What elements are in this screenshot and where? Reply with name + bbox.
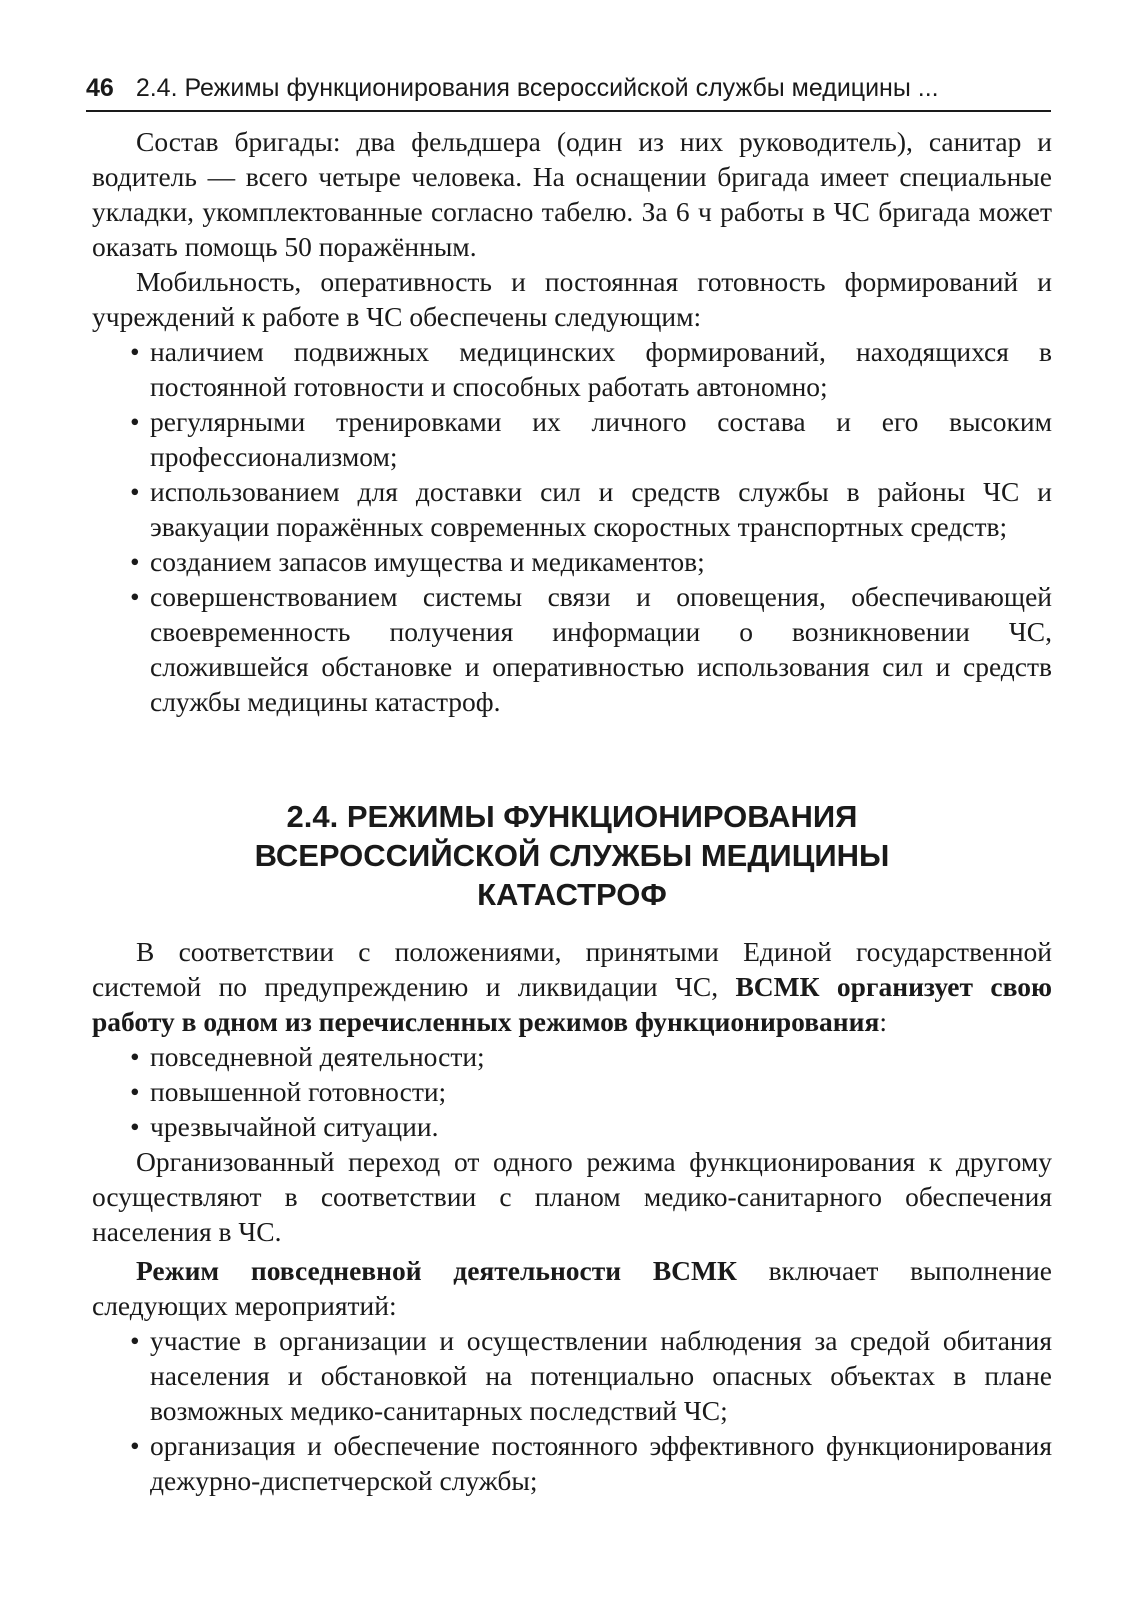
bullet-icon: • xyxy=(130,546,140,577)
list-item-text: регулярными тренировками их личного состава и его высоким профессионализмом; xyxy=(150,406,1052,472)
list-item-text: организация и обеспечение постоянного эффективного функционирования дежурно-диспетчерской службы; xyxy=(150,1430,1052,1496)
list-item xyxy=(130,1074,1052,1109)
list-item-text: повседневной деятельности; xyxy=(150,1041,485,1072)
paragraph-text: включает выполнение следующих мероприятий: xyxy=(92,1255,1052,1321)
list-item xyxy=(130,1323,1052,1428)
bullet-icon: • xyxy=(130,1111,140,1142)
bullet-icon: • xyxy=(130,1041,140,1072)
bullet-icon: • xyxy=(130,336,140,367)
section-heading-line: 2.4. РЕЖИМЫ ФУНКЦИОНИРОВАНИЯ xyxy=(286,799,858,834)
running-header xyxy=(86,70,1051,112)
list-item xyxy=(130,334,1052,404)
paragraph-transition: Организованный переход от одного режима функционирования к другому осуществляют в соответствии с планом медико-санитарного обеспечения населения в ЧС. xyxy=(92,1146,1052,1247)
running-title: 2.4. Режимы функционирования всероссийской службы медицины ... xyxy=(135,74,939,102)
bullet-icon: • xyxy=(130,1430,140,1461)
paragraph-punctuation: : xyxy=(879,1006,888,1037)
list-item xyxy=(130,579,1052,719)
list-item-text: повышенной готовности; xyxy=(150,1076,447,1107)
list-item-text: чрезвычайной ситуации. xyxy=(150,1111,439,1142)
paragraph-modes-intro xyxy=(92,934,1052,1039)
bullet-icon: • xyxy=(130,1076,140,1107)
list-item-text: созданием запасов имущества и медикаментов; xyxy=(150,546,705,577)
list-item-text: использованием для доставки сил и средств службы в районы ЧС и эвакуации поражённых современных скоростных транспортных средств; xyxy=(150,476,1052,542)
modes-list xyxy=(130,1039,1052,1144)
list-item xyxy=(130,544,1052,579)
paragraph-bold-text: Режим повседневной деятельности ВСМК xyxy=(136,1255,737,1286)
paragraph-text: В соответствии с положениями, принятыми Единой государственной системой по предупреждению и ликвидации ЧС, xyxy=(92,936,1052,1002)
list-item-text: участие в организации и осуществлении наблюдения за средой обитания населения и обстановкой на потенциально опасных объектах в плане возможных медико-санитарных последствий ЧС; xyxy=(150,1325,1052,1426)
list-item xyxy=(130,1039,1052,1074)
list-item xyxy=(130,404,1052,474)
paragraph-brigade-composition: Состав бригады: два фельдшера (один из них руководитель), санитар и водитель — всего четыре человека. На оснащении бригада имеет специальные укладки, укомплектованные согласно табелю. За 6 ч работы в ЧС бригада может оказать помощь 50 поражённым. xyxy=(92,126,1052,262)
section-heading xyxy=(92,797,1052,914)
list-item xyxy=(130,1109,1052,1144)
bullet-icon: • xyxy=(130,476,140,507)
section-heading-line: ВСЕРОССИЙСКОЙ СЛУЖБЫ МЕДИЦИНЫ xyxy=(254,838,890,873)
page-body xyxy=(92,124,1052,1498)
list-item-text: наличием подвижных медицинских формирований, находящихся в постоянной готовности и способных работать автономно; xyxy=(150,336,1052,402)
list-item-text: совершенствованием системы связи и оповещения, обеспечивающей своевременность получения информации о возникновении ЧС, сложившейся обстановке и оперативностью использования сил и средств службы медицины катастроф. xyxy=(150,581,1052,717)
paragraph-daily-mode xyxy=(92,1253,1052,1323)
page-number: 46 xyxy=(86,74,114,102)
section-heading-line: КАТАСТРОФ xyxy=(477,877,667,912)
daily-mode-list xyxy=(130,1323,1052,1498)
paragraph-bold-text: ВСМК организует свою работу в одном из перечисленных режимов функционирования xyxy=(92,971,1053,1037)
bullet-icon: • xyxy=(130,406,140,437)
list-item xyxy=(130,1428,1052,1498)
list-item xyxy=(130,474,1052,544)
mobility-list xyxy=(130,334,1052,719)
bullet-icon: • xyxy=(130,1325,140,1356)
paragraph-mobility: Мобильность, оперативность и постоянная готовность формирований и учреждений к работе в ЧС обеспечены следующим: xyxy=(92,266,1052,332)
bullet-icon: • xyxy=(130,581,140,612)
